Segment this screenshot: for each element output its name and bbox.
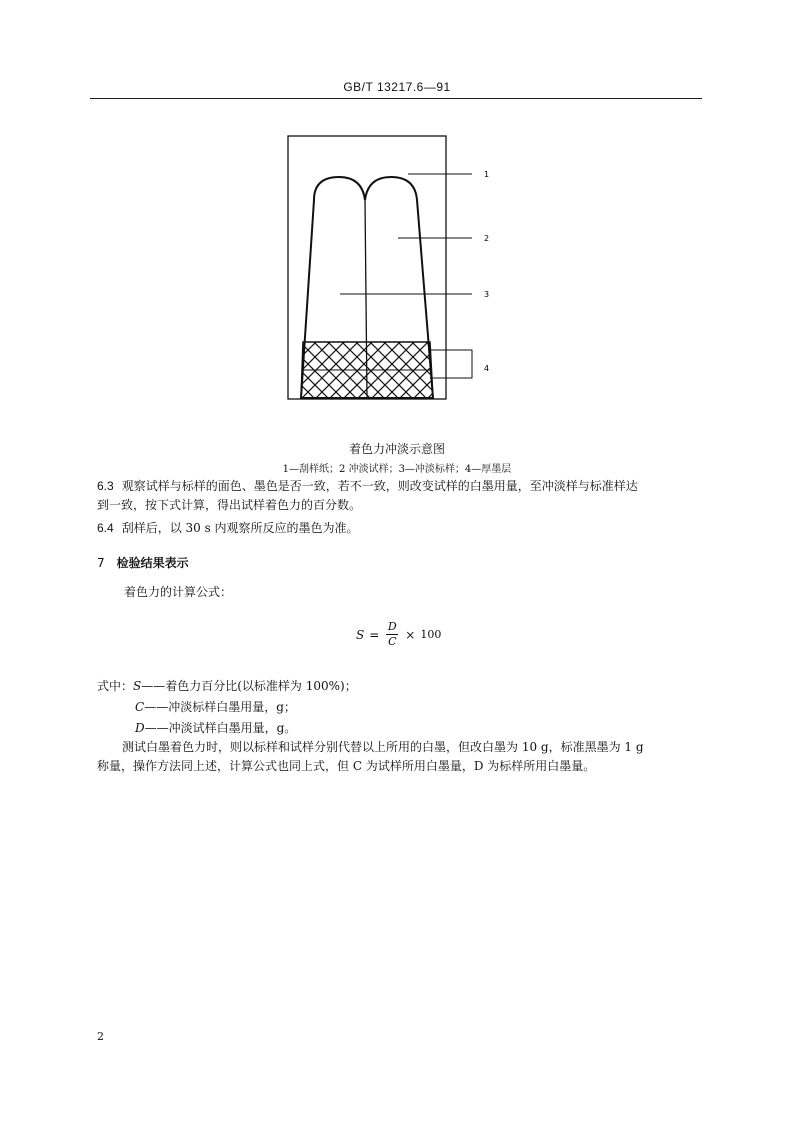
- clause-6-4: [97, 519, 707, 538]
- figure-label-2: 2: [484, 234, 490, 243]
- variable-row-c: [135, 698, 296, 715]
- figure-title: 着色力冲淡示意图: [348, 442, 445, 456]
- figure-label-1: 1: [484, 170, 490, 179]
- formula-denominator: C: [388, 635, 397, 648]
- variable-desc: ——冲淡试样白墨用量，g。: [144, 721, 297, 735]
- leader-bracket-4: [430, 350, 472, 378]
- clause-6-3: [97, 477, 707, 515]
- figure-diagram: [0, 0, 794, 430]
- formula: [356, 621, 441, 648]
- formula-equals: =: [369, 627, 380, 642]
- page-number: 2: [97, 1030, 104, 1043]
- formula-constant: 100: [420, 628, 442, 641]
- clause-number: 6.4: [97, 521, 114, 535]
- variable-symbol: D: [135, 721, 145, 735]
- section-number: 7: [97, 556, 105, 570]
- formula-lhs: S: [356, 627, 365, 642]
- formula-numerator: D: [387, 620, 397, 633]
- variable-desc: ——着色力百分比(以标准样为 100%)；: [141, 679, 357, 693]
- variable-row-s: [97, 677, 357, 694]
- formula-fraction: [386, 621, 398, 648]
- note-line-1: 测试白墨着色力时，则以标样和试样分别代替以上所用的白墨，但改白墨为 10 g，标准黑墨为 1 g: [122, 740, 644, 754]
- clause-text: 刮样后，以 30 s 内观察所反应的墨色为准。: [121, 521, 359, 535]
- figure-label-4: 4: [484, 364, 490, 373]
- section-heading: [97, 554, 189, 571]
- variable-row-d: [135, 719, 296, 736]
- page-header: GB/T 13217.6—91: [343, 80, 451, 94]
- figure-legend: 1—刮样纸；2 冲淡试样；3—冲淡标样；4—厚墨层: [282, 464, 512, 475]
- note-line-2: 称量，操作方法同上述，计算公式也同上式，但 C 为试样所用白墨量，D 为标样所用白墨量。: [97, 759, 596, 773]
- section-title-text: 检验结果表示: [116, 556, 189, 570]
- variable-desc: ——冲淡标样白墨用量，g；: [144, 700, 296, 714]
- figure-label-3: 3: [484, 290, 490, 299]
- clause-number: 6.3: [97, 479, 114, 493]
- clause-text-cont: 到一致，按下式计算，得出试样着色力的百分数。: [97, 498, 362, 512]
- where-prefix: 式中：: [97, 679, 134, 693]
- clause-text: 观察试样与标样的面色、墨色是否一致，若不一致，则改变试样的白墨用量，至冲淡样与标准样达: [121, 479, 638, 493]
- formula-intro: 着色力的计算公式：: [124, 585, 233, 599]
- white-ink-note: [97, 738, 707, 776]
- variable-symbol: C: [135, 700, 145, 714]
- formula-times: ×: [405, 627, 416, 642]
- variable-symbol: S: [133, 679, 142, 693]
